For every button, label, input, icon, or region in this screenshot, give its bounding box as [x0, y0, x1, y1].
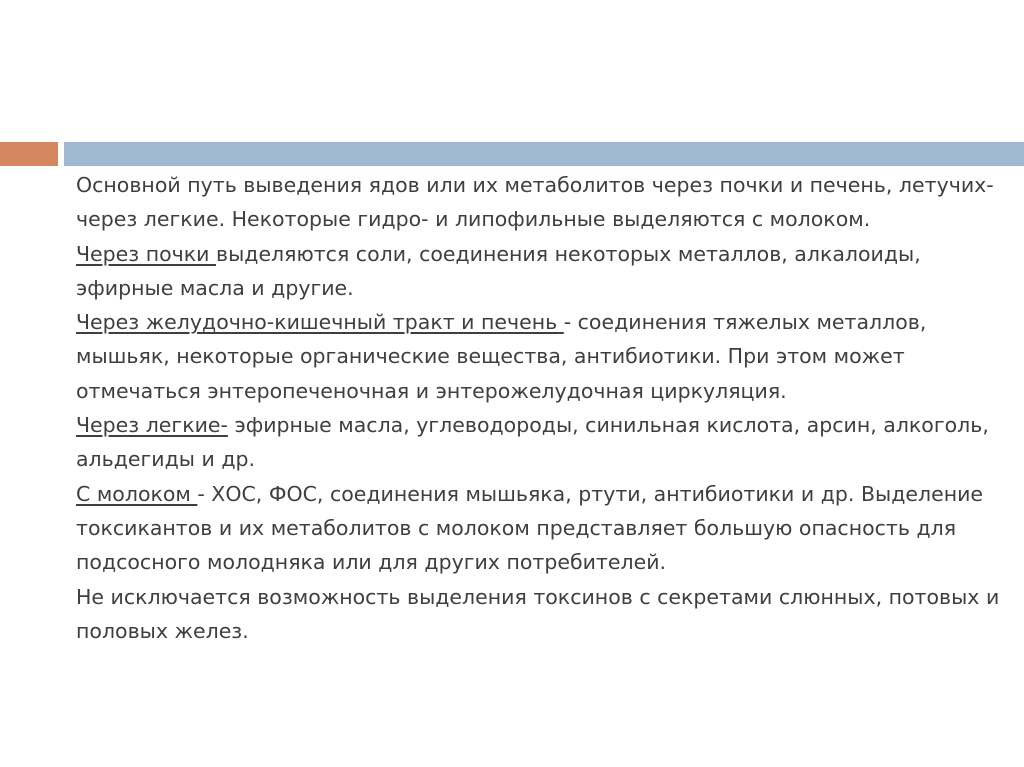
kidneys-text: выделяются соли, соединения некоторых металлов, алкалоиды, эфирные масла и другие. — [76, 241, 921, 300]
milk-text: - ХОС, ФОС, соединения мышьяка, ртути, антибиотики и др. Выделение токсикантов и их метаболитов с молоком представляет большую опасность для подсосного молодняка или для других потребителей. — [76, 481, 984, 575]
milk-label: С молоком — [76, 481, 198, 506]
intro-paragraph: Основной путь выведения ядов или их метаболитов через почки и печень, летучих- через легкие. Некоторые гидро- и липофильные выделяются с молоком. — [76, 173, 994, 232]
secretions-paragraph: Не исключается возможность выделения токсинов с секретами слюнных, потовых и половых желез. — [76, 584, 1000, 643]
milk-paragraph — [76, 477, 1011, 580]
kidneys-label: Через почки — [76, 241, 216, 266]
gi-tract-paragraph — [76, 305, 1011, 408]
lungs-label: Через легкие- — [76, 413, 228, 438]
accent-bar — [0, 142, 58, 166]
lungs-text: эфирные масла, углеводороды, синильная кислота, арсин, алкоголь, альдегиды и др. — [76, 413, 989, 472]
slide-body — [76, 168, 1011, 648]
gi-tract-text: - соединения тяжелых металлов, мышьяк, некоторые органические вещества, антибиотики. При этом может отмечаться энтеропеченочная и энтерожелудочная циркуляция. — [76, 310, 927, 403]
gi-tract-label: Через желудочно-кишечный тракт и печень — [76, 310, 564, 335]
lungs-paragraph — [76, 408, 1011, 477]
header-bar — [64, 142, 1024, 166]
kidneys-paragraph — [76, 237, 1011, 306]
